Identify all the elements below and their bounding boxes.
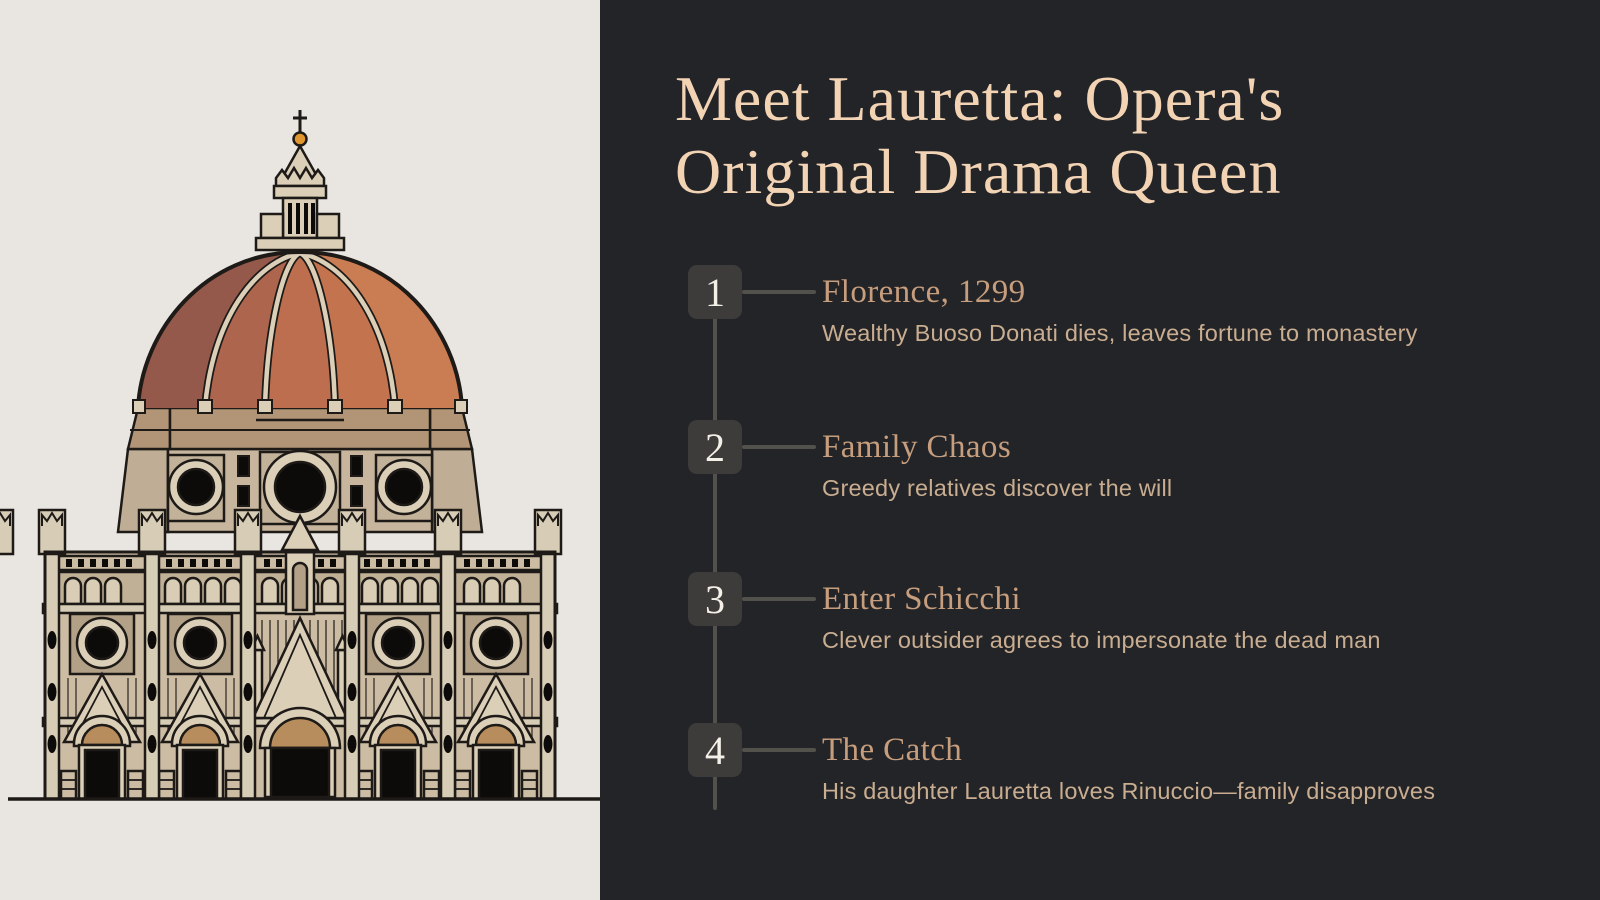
step-description: His daughter Lauretta loves Rinuccio—family disapproves — [822, 778, 1436, 804]
step-connector-line — [742, 290, 816, 294]
florence-cathedral-illustration — [0, 0, 600, 900]
step-number-badge: 4 — [688, 723, 742, 777]
step-connector-line — [742, 597, 816, 601]
step-number-badge: 2 — [688, 420, 742, 474]
step-connector-line — [742, 445, 816, 449]
timeline — [600, 0, 1600, 900]
step-description: Wealthy Buoso Donati dies, leaves fortune to monastery — [822, 320, 1418, 346]
illustration-panel — [0, 0, 600, 900]
step-heading: Enter Schicchi — [822, 580, 1021, 617]
content-panel — [600, 0, 1600, 900]
step-description: Clever outsider agrees to impersonate the dead man — [822, 627, 1381, 653]
step-heading: Family Chaos — [822, 428, 1012, 465]
step-description: Greedy relatives discover the will — [822, 475, 1173, 501]
page-title-line-1: Meet Lauretta: Opera's — [675, 63, 1285, 134]
step-heading: The Catch — [822, 731, 963, 768]
step-number-badge: 3 — [688, 572, 742, 626]
step-heading: Florence, 1299 — [822, 273, 1026, 310]
page-title-line-2: Original Drama Queen — [675, 136, 1282, 207]
step-number-badge: 1 — [688, 265, 742, 319]
step-connector-line — [742, 748, 816, 752]
